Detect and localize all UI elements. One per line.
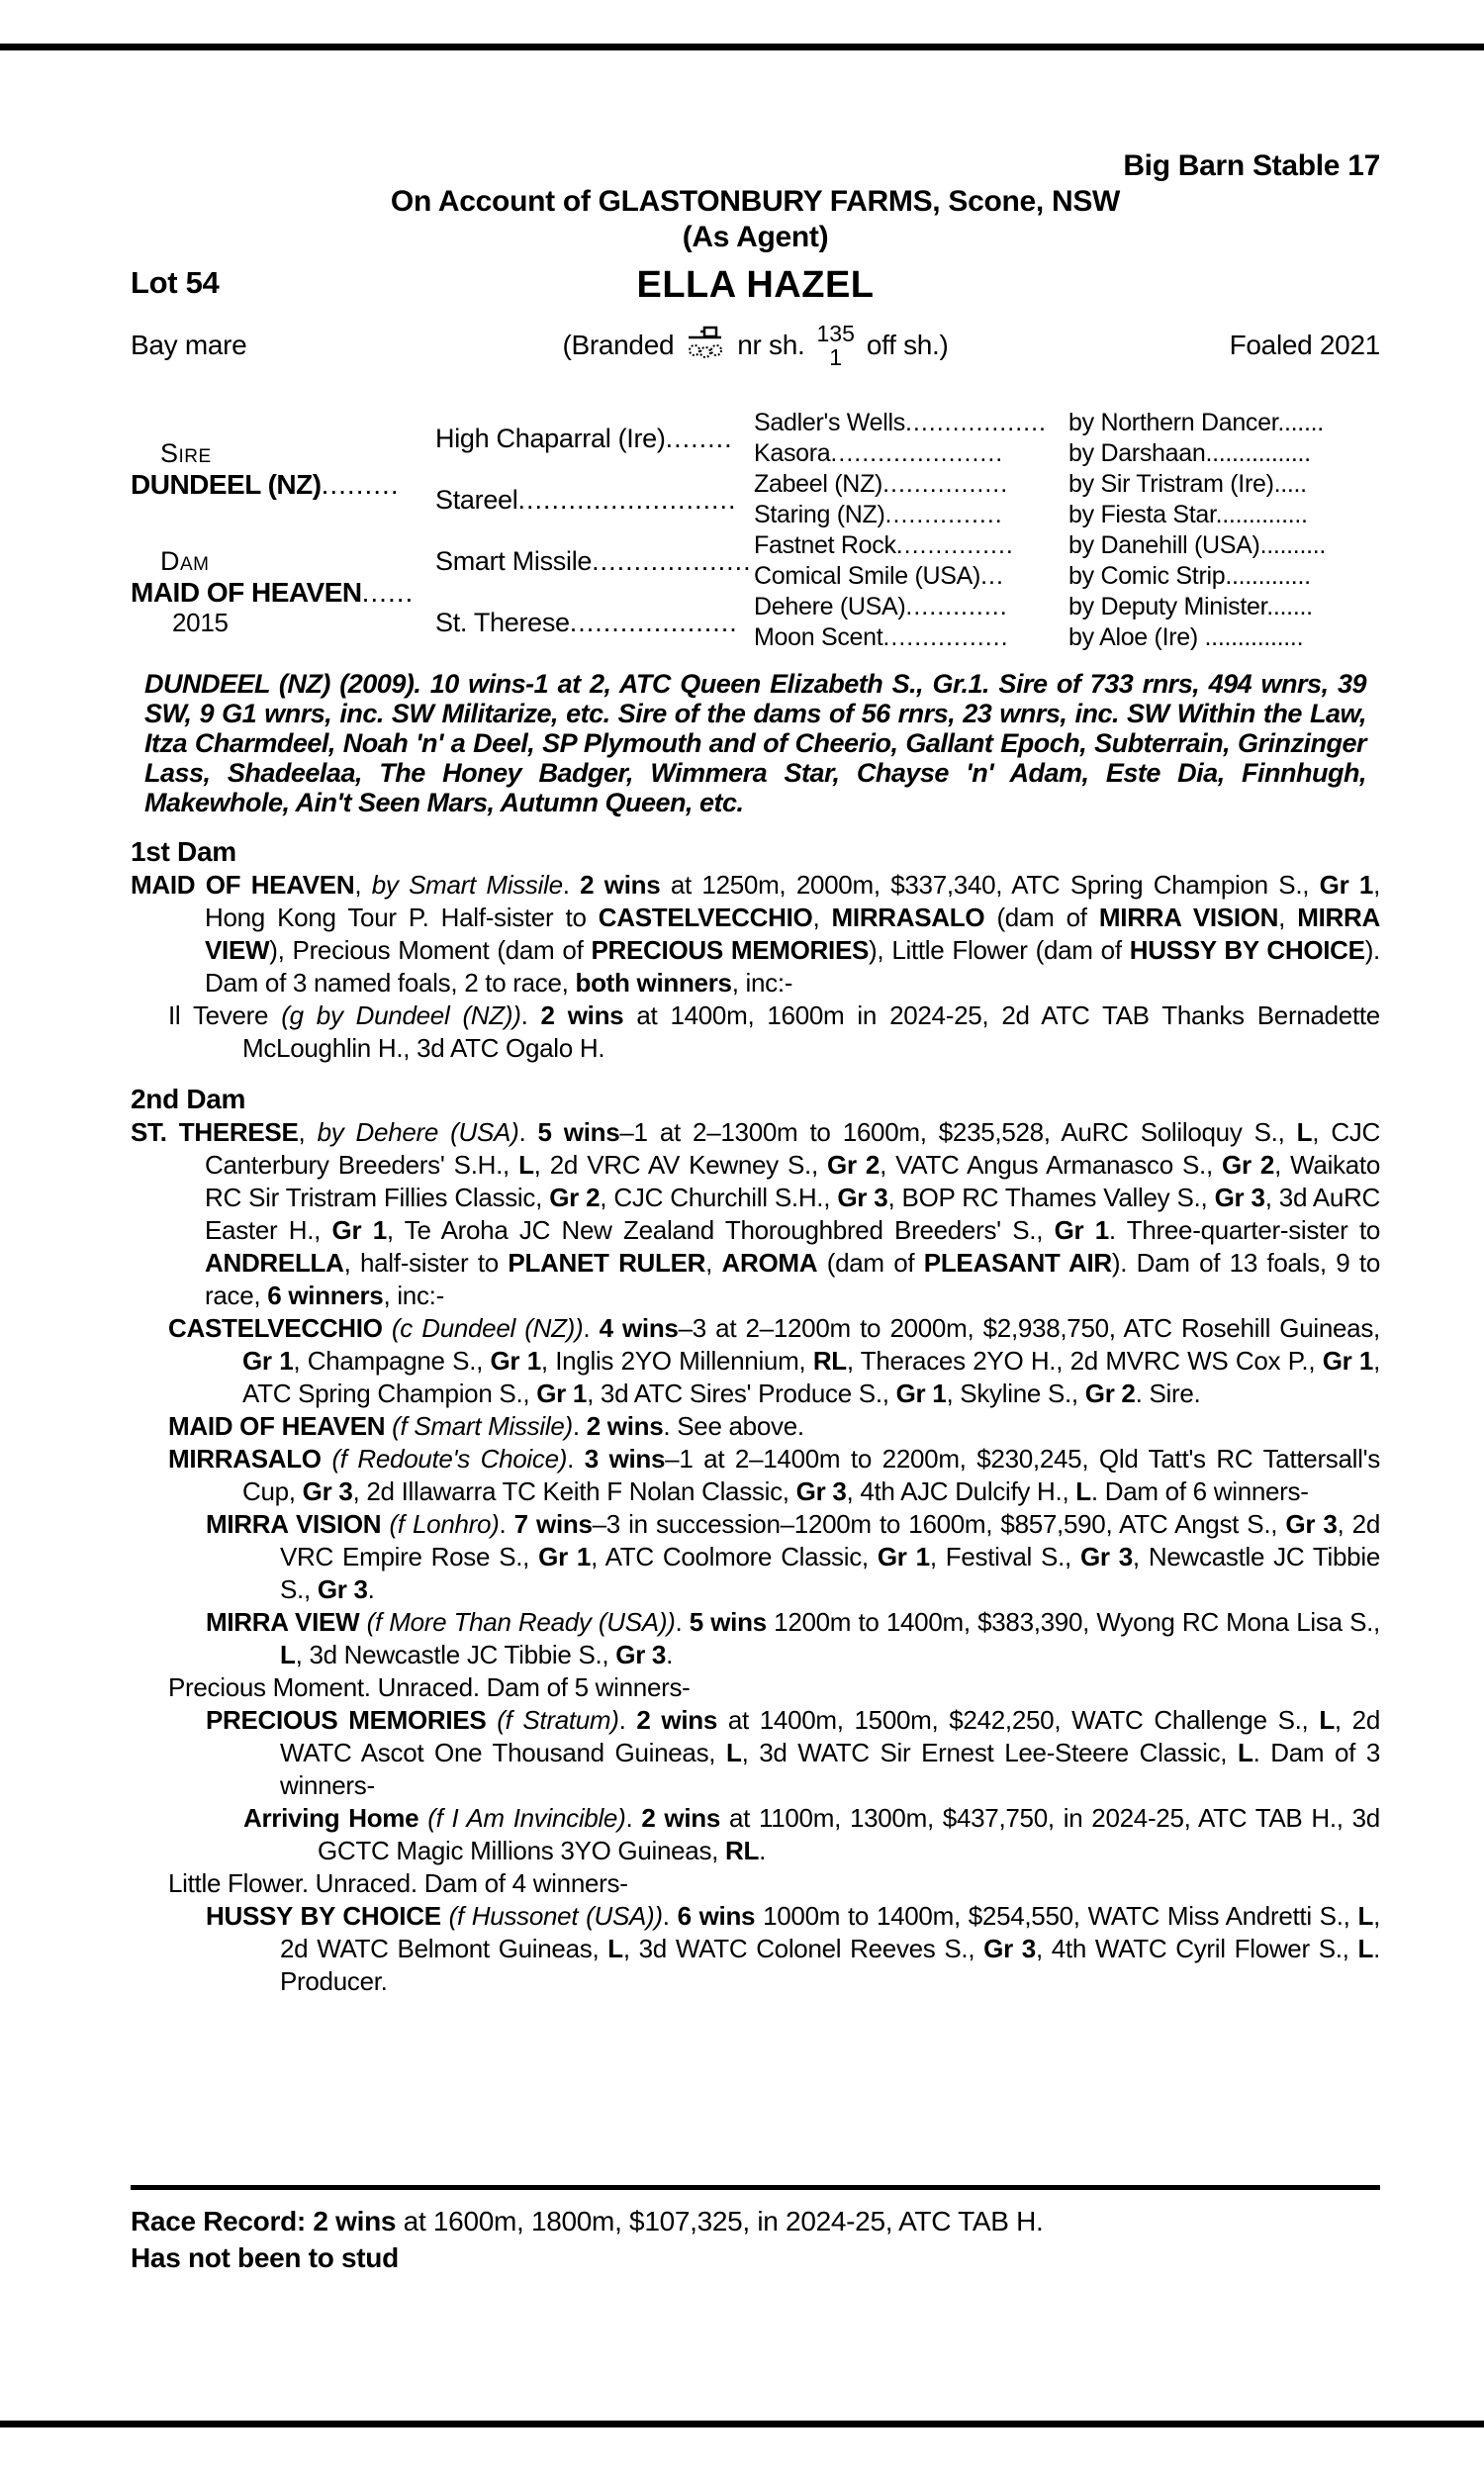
dam-year: 2015 <box>172 607 229 637</box>
vendor-line: On Account of GLASTONBURY FARMS, Scone, NSW <box>390 185 1121 218</box>
description-row <box>131 311 1380 380</box>
pedigree-gen3-by: by Aloe (Ire) ............... <box>1068 623 1304 651</box>
pedigree-dam-group <box>131 530 435 653</box>
agent-line: (As Agent) <box>682 221 829 253</box>
pedigree-gen2-cell: Stareel .......................... <box>435 484 737 515</box>
pedigree-paragraph: CASTELVECCHIO (c Dundeel (NZ)). 4 wins–3 at 2–1200m to 2000m, $2,938,750, ATC Rosehill Guineas, Gr 1, Champagne S., Gr 1, Inglis 2YO Millennium, RL, Theraces 2YO H., 2d MVRC WS Cox P., Gr 1, ATC Spring Champion S., Gr 1, 3d ATC Sires' Produce S., Gr 1, Skyline S., Gr 2. Sire. <box>168 1313 1381 1408</box>
brand-mark-icon <box>686 324 725 368</box>
pedigree-gen3-name: Zabeel (NZ) ................ <box>754 470 1009 498</box>
pedigree-gen2-cell: St. Therese .................... <box>435 607 738 637</box>
pedigree-gen3-by: by Comic Strip............. <box>1068 562 1311 590</box>
pedigree-paragraph: HUSSY BY CHOICE (f Hussonet (USA)). 6 wins 1000m to 1400m, $254,550, WATC Miss Andretti S., L, 2d WATC Belmont Guineas, L, 3d WATC Colonel Reeves S., Gr 3, 4th WATC Cyril Flower S., L. Producer. <box>206 1901 1381 1996</box>
pedigree-paragraph: MAID OF HEAVEN (f Smart Missile). 2 wins. See above. <box>168 1411 804 1441</box>
foaled-year: Foaled 2021 <box>1229 330 1380 360</box>
bottom-rule <box>0 2421 1484 2427</box>
pedigree-gen2-cell: Smart Missile ................... <box>435 545 752 576</box>
stud-note: Has not been to stud <box>131 2242 399 2273</box>
pedigree-sire-group <box>131 408 435 530</box>
pedigree-gen3-by: by Fiesta Star.............. <box>1068 501 1308 528</box>
sire-summary: DUNDEEL (NZ) (2009). 10 wins-1 at 2, ATC Queen Elizabeth S., Gr.1. Sire of 733 rnrs, 494 wnrs, 39 SW, 9 G1 wnrs, inc. SW Militarize, etc. Sire of the dams of 56 rnrs, 23 wnrs, inc. SW Within the Law, Itza Charmdeel, Noah 'n' a Deel, SP Plymouth and of Cheerio, Gallant Epoch, Subterrain, Grinzinger Lass, Shadeelaa, The Honey Badger, Wimmera Star, Chayse 'n' Adam, Este Dia, Finnhugh, Makewhole, Ain't Seen Mars, Autumn Queen, etc. <box>144 669 1366 817</box>
race-record <box>131 2203 1380 2276</box>
pedigree-gen3-name: Sadler's Wells .................. <box>754 409 1047 436</box>
pedigree-paragraph: PRECIOUS MEMORIES (f Stratum). 2 wins at 1400m, 1500m, $242,250, WATC Challenge S., L, 2d WATC Ascot One Thousand Guineas, L, 3d WATC Sir Ernest Lee-Steere Classic, L. Dam of 3 winners- <box>206 1705 1380 1800</box>
page-content <box>131 148 1380 1998</box>
pedigree-paragraph: MIRRA VISION (f Lonhro). 7 wins–3 in succession–1200m to 1600m, $857,590, ATC Angst S., Gr 3, 2d VRC Empire Rose S., Gr 1, ATC Coolmore Classic, Gr 1, Festival S., Gr 3, Newcastle JC Tibbie S., Gr 3. <box>206 1509 1380 1604</box>
pedigree-paragraph: Il Tevere (g by Dundeel (NZ)). 2 wins at 1400m, 1600m in 2024-25, 2d ATC TAB Thanks Bernadette McLoughlin H., 3d ATC Ogalo H. <box>168 1000 1380 1063</box>
pedigree-paragraph: MIRRA VIEW (f More Than Ready (USA)). 5 wins 1200m to 1400m, $383,390, Wyong RC Mona Lisa S., L, 3d Newcastle JC Tibbie S., Gr 3. <box>206 1607 1380 1669</box>
colour-sex: Bay mare <box>131 330 247 360</box>
pedigree-paragraph: ST. THERESE, by Dehere (USA). 5 wins–1 at 2–1300m to 1600m, $235,528, AuRC Soliloquy S., L, CJC Canterbury Breeders' S.H., L, 2d VRC AV Kewney S., Gr 2, VATC Angus Armanasco S., Gr 2, Waikato RC Sir Tristram Fillies Classic, Gr 2, CJC Churchill S.H., Gr 3, BOP RC Thames Valley S., Gr 3, 3d AuRC Easter H., Gr 1, Te Aroha JC New Zealand Thoroughbred Breeders' S., Gr 1. Three-quarter-sister to ANDRELLA, half-sister to PLANET RULER, AROMA (dam of PLEASANT AIR). Dam of 13 foals, 9 to race, 6 winners, inc:- <box>131 1117 1381 1310</box>
pedigree-gen3-name: Comical Smile (USA) ... <box>754 562 1004 590</box>
pedigree-paragraph: MAID OF HEAVEN, by Smart Missile. 2 wins at 1250m, 2000m, $337,340, ATC Spring Champion S., Gr 1, Hong Kong Tour P. Half-sister to CASTELVECCHIO, MIRRASALO (dam of MIRRA VISION, MIRRA VIEW), Precious Moment (dam of PRECIOUS MEMORIES), Little Flower (dam of HUSSY BY CHOICE). Dam of 3 named foals, 2 to race, both winners, inc:- <box>131 870 1380 998</box>
top-rule <box>0 44 1484 50</box>
pedigree-paragraph: Arriving Home (f I Am Invincible). 2 wins at 1100m, 1300m, $437,750, in 2024-25, ATC TAB H., 3d GCTC Magic Millions 3YO Guineas, RL. <box>243 1803 1380 1865</box>
dam-sections <box>131 835 1380 1998</box>
dam-name: MAID OF HEAVEN...... <box>131 576 415 608</box>
pedigree-paragraph: Precious Moment. Unraced. Dam of 5 winners- <box>168 1672 691 1702</box>
pedigree-gen3-name: Staring (NZ) ............... <box>754 501 1003 528</box>
brand-number-top: 135 <box>816 321 855 346</box>
pedigree-paragraph: MIRRASALO (f Redoute's Choice). 3 wins–1 at 2–1400m to 2200m, $230,245, Qld Tatt's RC Tattersall's Cup, Gr 3, 2d Illawarra TC Keith F Nolan Classic, Gr 3, 4th AJC Dulcify H., L. Dam of 6 winners- <box>168 1444 1380 1506</box>
brand-description <box>427 322 1083 369</box>
pedigree-gen3-by: by Darshaan................ <box>1068 439 1311 467</box>
pedigree-gen3-name: Dehere (USA) ............. <box>754 593 1008 620</box>
horse-name: ELLA HAZEL <box>636 264 875 306</box>
race-record-line: Race Record: 2 wins at 1600m, 1800m, $107,325, in 2024-25, ATC TAB H. <box>131 2206 1044 2236</box>
pedigree-gen3-name: Fastnet Rock ............... <box>754 531 1014 559</box>
stable-header: Big Barn Stable 17 <box>1123 149 1380 182</box>
sire-label: Sire <box>160 438 212 468</box>
sire-name: DUNDEEL (NZ)......... <box>131 469 400 500</box>
lot-row <box>131 259 1380 311</box>
dam-section-heading: 2nd Dam <box>131 1084 246 1114</box>
brand-number <box>816 322 854 369</box>
pedigree-paragraph: Little Flower. Unraced. Dam of 4 winners- <box>168 1868 628 1898</box>
branded-open-text: (Branded <box>562 330 675 360</box>
off-shoulder-text: off sh.) <box>866 330 949 360</box>
pedigree-gen3-by: by Sir Tristram (Ire)..... <box>1068 470 1307 498</box>
pedigree-gen3-by: by Deputy Minister....... <box>1068 593 1313 620</box>
pedigree-gen2-cell: High Chaparral (Ire) ........ <box>435 423 733 453</box>
lot-number: Lot 54 <box>131 265 220 300</box>
dam-label: Dam <box>160 545 210 576</box>
dam-section-heading: 1st Dam <box>131 836 236 867</box>
pedigree-gen3-name: Moon Scent ................ <box>754 623 1009 651</box>
near-shoulder-text: nr sh. <box>737 330 805 360</box>
pedigree-gen3-by: by Danehill (USA).......... <box>1068 531 1327 559</box>
pedigree-gen3-by: by Northern Dancer....... <box>1068 409 1324 436</box>
race-record-rule <box>131 2185 1380 2190</box>
pedigree-table <box>131 408 1380 653</box>
brand-number-bottom: 1 <box>829 344 843 370</box>
pedigree-gen3-name: Kasora ...................... <box>754 439 1004 467</box>
